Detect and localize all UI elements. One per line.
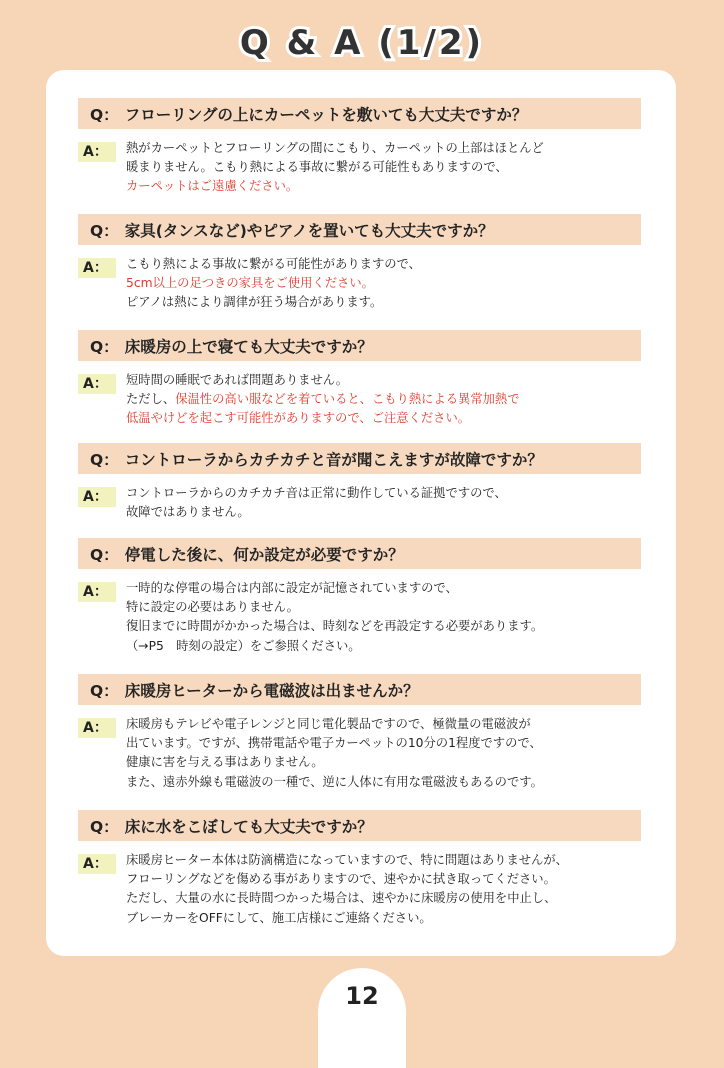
question-bar (78, 674, 641, 705)
page-title: Q & A (1/2) (239, 23, 485, 63)
qa-item-6 (78, 674, 641, 792)
answer-line: 復旧までに時間がかかった場合は、時刻などを再設定する必要があります。 (126, 619, 544, 634)
question-bar (78, 214, 641, 245)
question-bar (78, 538, 641, 569)
qa-item-3 (78, 330, 641, 429)
question-prefix: Q： (90, 545, 119, 564)
answer-line: また、遠赤外線も電磁波の一種で、逆に人体に有用な電磁波もあるのです。 (126, 774, 543, 789)
answer-block (78, 715, 641, 792)
answer-line: 健康に害を与える事はありません。 (126, 755, 324, 770)
answer-line-start: ただし、 (126, 392, 176, 407)
answer-text (126, 371, 520, 429)
question-prefix: Q： (90, 450, 119, 469)
answer-block (78, 851, 641, 928)
question-prefix: Q： (90, 105, 119, 124)
question-text: コントローラからカチカチと音が聞こえますが故障ですか？ (124, 450, 543, 469)
answer-block (78, 371, 641, 429)
answer-block (78, 579, 641, 656)
question-prefix: Q： (90, 337, 119, 356)
question-bar (78, 330, 641, 361)
answer-label: A： (78, 374, 116, 394)
answer-label: A： (78, 718, 116, 738)
answer-line-highlight: 保温性の高い服などを着ていると、こもり熱による異常加熱で (175, 392, 520, 407)
answer-text (126, 484, 507, 522)
question-text: 床暖房の上で寝ても大丈夫ですか？ (124, 337, 373, 356)
answer-line: こもり熱による事故に繋がる可能性がありますので、 (126, 257, 421, 271)
answer-text (126, 851, 568, 928)
answer-text (126, 255, 421, 313)
question-text: 停電した後に、何か設定が必要ですか？ (124, 545, 404, 564)
answer-text (126, 579, 543, 656)
question-text: 床に水をこぼしても大丈夫ですか？ (124, 817, 373, 836)
answer-line-highlight: カーペットはご遠慮ください。 (126, 179, 299, 194)
answer-line: （→P5 時刻の設定）をご参照ください。 (126, 638, 361, 653)
answer-line: ピアノは熱により調律が狂う場合があります。 (126, 295, 383, 310)
answer-line (126, 390, 520, 409)
answer-block (78, 255, 641, 313)
answer-text (126, 139, 544, 197)
answer-line: ブレーカーをOFFにして、施工店様にご連絡ください。 (126, 910, 432, 925)
question-bar (78, 98, 641, 129)
question-bar (78, 443, 641, 474)
answer-line: 短時間の睡眠であれば問題ありません。 (126, 373, 349, 387)
answer-line: 熱がカーペットとフローリングの間にこもり、カーペットの上部はほとんど (126, 141, 544, 155)
question-text: フローリングの上にカーペットを敷いても大丈夫ですか？ (124, 105, 528, 124)
answer-label: A： (78, 854, 116, 874)
answer-line: 暖まりません。こもり熱による事故に繋がる可能性もありますので、 (126, 160, 508, 175)
answer-line: コントローラからのカチカチ音は正常に動作している証拠ですので、 (126, 486, 507, 500)
answer-line-highlight: 5cm以上の足つきの家具をご使用ください。 (126, 276, 374, 291)
answer-line: ただし、大量の水に長時間つかった場合は、速やかに床暖房の使用を中止し、 (126, 891, 557, 906)
answer-line-highlight: 低温やけどを起こす可能性がありますので、ご注意ください。 (126, 411, 471, 426)
question-bar (78, 810, 641, 841)
answer-label: A： (78, 582, 116, 602)
answer-label: A： (78, 487, 116, 507)
question-prefix: Q： (90, 681, 119, 700)
answer-block (78, 484, 641, 522)
answer-block (78, 139, 641, 197)
answer-text (126, 715, 543, 792)
question-text: 家具(タンスなど)やピアノを置いても大丈夫ですか？ (124, 221, 494, 240)
answer-line: 床暖房もテレビや電子レンジと同じ電化製品ですので、極微量の電磁波が (126, 717, 531, 731)
qa-item-4 (78, 443, 641, 522)
qa-item-1 (78, 98, 641, 197)
qa-item-5 (78, 538, 641, 656)
answer-line: フローリングなどを傷める事がありますので、速やかに拭き取ってください。 (126, 872, 556, 887)
answer-line: 一時的な停電の場合は内部に設定が記憶されていますので、 (126, 581, 458, 595)
answer-line: 特に設定の必要はありません。 (126, 600, 299, 615)
answer-label: A： (78, 142, 116, 162)
answer-line: 出ています。ですが、携帯電話や電子カーペットの10分の1程度ですので、 (126, 736, 542, 751)
question-prefix: Q： (90, 221, 119, 240)
answer-line: 故障ではありません。 (126, 505, 250, 520)
qa-item-2 (78, 214, 641, 313)
question-text: 床暖房ヒーターから電磁波は出ませんか？ (124, 681, 419, 700)
page-number: 12 (345, 982, 379, 1010)
answer-label: A： (78, 258, 116, 278)
qa-item-7 (78, 810, 641, 928)
question-prefix: Q： (90, 817, 119, 836)
answer-line: 床暖房ヒーター本体は防滴構造になっていますので、特に問題はありませんが、 (126, 853, 568, 867)
